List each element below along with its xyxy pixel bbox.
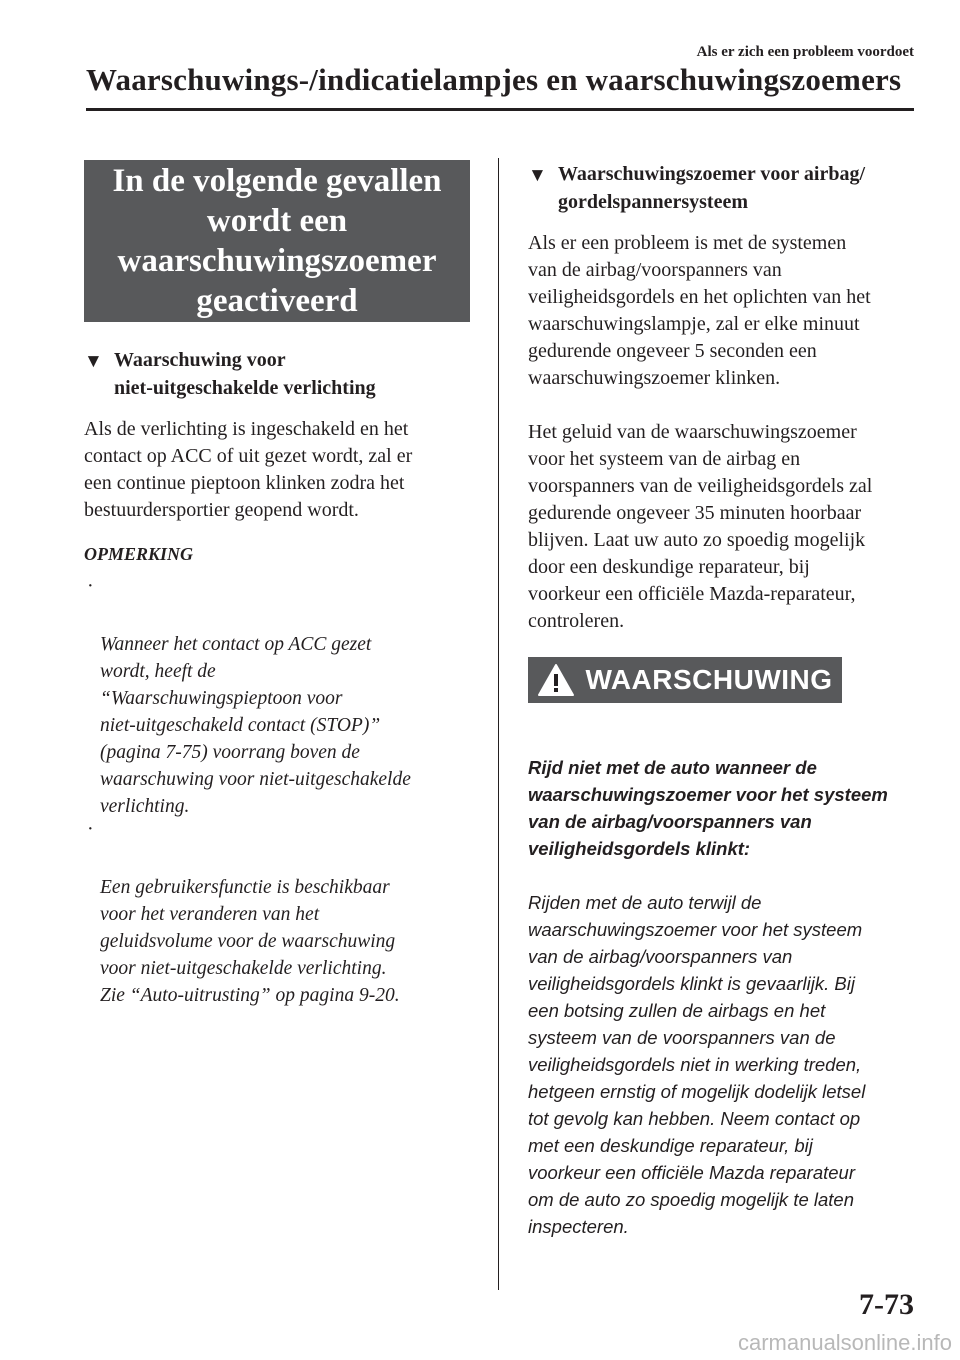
section-title-box [84, 160, 470, 322]
note-list [84, 577, 474, 1009]
left-column [84, 160, 474, 1009]
warning-body-text: Rijden met de auto terwijl de waarschuwingszoemer voor het systeem van de airbag/voorspanners van veiligheidsgordels klinkt is gevaarlijk. Bij een botsing zullen de airbags en het systeem van de voorspanners van de veiligheidsgordels niet in werking treden, hetgeen ernstig of mogelijk dodelijk letsel tot gevolg kan hebben. Neem contact op met een deskundige reparateur, bij voorkeur een officiële Mazda reparateur om de auto zo spoedig mogelijk te laten inspecteren. [528, 892, 866, 1237]
subsection-heading-lights [84, 346, 474, 402]
warning-label: WAARSCHUWING [585, 664, 833, 695]
subsection-heading-text: Waarschuwing voor niet-uitgeschakelde verlichting [114, 349, 376, 399]
section-title: In de volgende gevallen wordt een waarschuwingszoemer geactiveerd [112, 163, 442, 319]
triangle-marker-icon: ▼ [84, 351, 103, 372]
warning-triangle-icon [537, 663, 575, 697]
right-column [528, 160, 918, 1240]
page-number: 7-73 [859, 1288, 914, 1321]
airbag-paragraph-2: Het geluid van de waarschuwingszoemer voor het systeem van de airbag en voorspanners van de veiligheidsgordels zal gedurende ongeveer 35 minuten hoorbaar blijven. Laat uw auto zo spoedig mogelijk door een deskundige reparateur, bij voorkeur een officiële Mazda-reparateur, controleren. [528, 421, 873, 632]
airbag-paragraph-1: Als er een probleem is met de systemen van de airbag/voorspanners van veiligheidsgordels en het oplichten van het waarschuwingslampje, zal er elke minuut gedurende ongeveer 5 seconden een waarschuwingszoemer klinken. [528, 232, 871, 389]
note-text: Wanneer het contact op ACC gezet wordt, heeft de “Waarschuwingspieptoon voor niet-uitgeschakeld contact (STOP)” (pagina 7-75) voorrang boven de waarschuwing voor niet-uitgeschakelde verlichting. [100, 634, 411, 817]
bullet-icon: · [87, 575, 94, 597]
header-rule [86, 108, 914, 111]
column-divider [498, 158, 499, 1290]
bullet-icon: · [87, 818, 94, 840]
note-item [84, 820, 474, 1009]
triangle-marker-icon: ▼ [528, 165, 547, 186]
note-text: Een gebruikersfunctie is beschikbaar voor het veranderen van het geluidsvolume voor de waarschuwing voor niet-uitgeschakelde verlichting. Zie “Auto-uitrusting” op pagina 9-20. [100, 877, 400, 1006]
warning-banner [528, 657, 842, 703]
watermark: carmanualsonline.info [737, 1330, 952, 1355]
header-section-label: Als er zich een probleem voordoet [696, 44, 914, 60]
subsection-heading-text: Waarschuwingszoemer voor airbag/ gordelspannersysteem [558, 163, 866, 213]
lights-paragraph: Als de verlichting is ingeschakeld en het contact op ACC of uit gezet wordt, zal er een continue pieptoon klinken zodra het bestuurdersportier geopend wordt. [84, 418, 413, 521]
page-header-title: Waarschuwings-/indicatielampjes en waarschuwingszoemers [86, 62, 902, 97]
note-label: OPMERKING [84, 544, 194, 564]
warning-text [528, 727, 918, 1240]
note-item [84, 577, 474, 820]
warning-bold-text: Rijd niet met de auto wanneer de waarschuwingszoemer voor het systeem van de airbag/voorspanners van veiligheidsgordels klinkt: [528, 757, 888, 859]
subsection-heading-airbag [528, 160, 918, 216]
